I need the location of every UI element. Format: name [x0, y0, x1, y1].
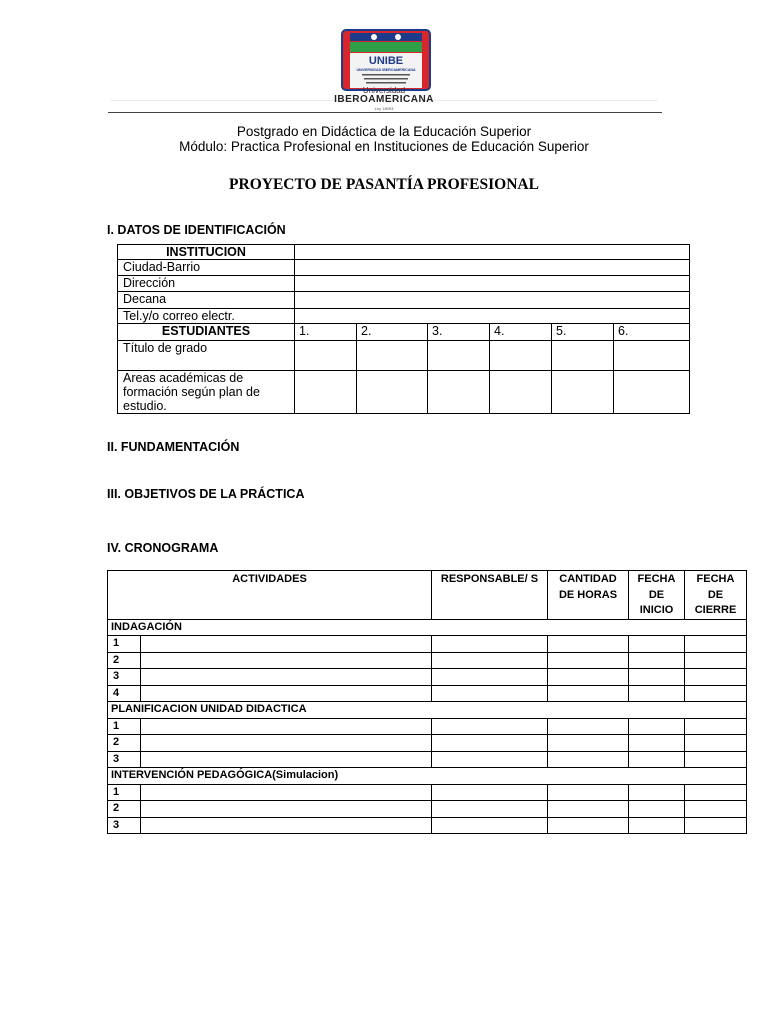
end-date-cell[interactable] — [685, 718, 747, 735]
activity-cell[interactable] — [141, 751, 432, 768]
group-title: INTERVENCIÓN PEDAGÓGICA(Simulacion) — [108, 768, 747, 785]
header-responsable: RESPONSABLE/ S — [432, 571, 548, 620]
field-ciudad[interactable] — [295, 260, 690, 276]
row-number: 3 — [108, 669, 141, 686]
end-date-cell[interactable] — [685, 751, 747, 768]
responsible-cell[interactable] — [432, 817, 548, 834]
hours-cell[interactable] — [548, 801, 629, 818]
start-date-cell[interactable] — [629, 801, 685, 818]
responsible-cell[interactable] — [432, 751, 548, 768]
hours-cell[interactable] — [548, 718, 629, 735]
start-date-cell[interactable] — [629, 636, 685, 653]
field-direccion[interactable] — [295, 276, 690, 292]
row-number: 1 — [108, 636, 141, 653]
activity-cell[interactable] — [141, 718, 432, 735]
header-actividades: ACTIVIDADES — [108, 571, 432, 620]
group-row — [108, 702, 747, 719]
group-row — [108, 768, 747, 785]
field-titulo[interactable] — [357, 341, 428, 371]
svg-text:UNIBE: UNIBE — [368, 55, 404, 67]
header-cierre: FECHA DE CIERRE — [685, 571, 747, 620]
table-row — [108, 751, 747, 768]
end-date-cell[interactable] — [685, 636, 747, 653]
label-titulo: Título de grado — [118, 341, 295, 371]
student-number: 5. — [552, 324, 614, 341]
responsible-cell[interactable] — [432, 685, 548, 702]
hours-cell[interactable] — [548, 636, 629, 653]
field-titulo[interactable] — [295, 341, 357, 371]
field-tel[interactable] — [295, 309, 690, 324]
activity-cell[interactable] — [141, 801, 432, 818]
activity-cell[interactable] — [141, 685, 432, 702]
university-name: IBEROAMERICANA — [334, 94, 434, 105]
label-estudiantes: ESTUDIANTES — [118, 324, 295, 341]
activity-cell[interactable] — [141, 735, 432, 752]
section-fundamentacion-heading: II. FUNDAMENTACIÓN — [107, 440, 240, 454]
field-titulo[interactable] — [552, 341, 614, 371]
start-date-cell[interactable] — [629, 735, 685, 752]
field-areas[interactable] — [552, 371, 614, 414]
hours-cell[interactable] — [548, 735, 629, 752]
hours-cell[interactable] — [548, 817, 629, 834]
label-areas: Areas académicas de formación según plan de estudio. — [118, 371, 295, 414]
unibe-logo — [340, 28, 432, 92]
program-title: Postgrado en Didáctica de la Educación Superior — [236, 124, 532, 139]
field-titulo[interactable] — [428, 341, 490, 371]
hours-cell[interactable] — [548, 751, 629, 768]
table-row — [108, 636, 747, 653]
table-row — [108, 801, 747, 818]
start-date-cell[interactable] — [629, 817, 685, 834]
responsible-cell[interactable] — [432, 652, 548, 669]
row-number: 3 — [108, 817, 141, 834]
start-date-cell[interactable] — [629, 652, 685, 669]
responsible-cell[interactable] — [432, 801, 548, 818]
field-areas[interactable] — [490, 371, 552, 414]
label-tel: Tel.y/o correo electr. — [118, 309, 295, 324]
field-areas[interactable] — [428, 371, 490, 414]
end-date-cell[interactable] — [685, 652, 747, 669]
student-number: 1. — [295, 324, 357, 341]
hours-cell[interactable] — [548, 669, 629, 686]
table-row — [108, 735, 747, 752]
activity-cell[interactable] — [141, 784, 432, 801]
schedule-table — [107, 570, 747, 834]
group-row — [108, 619, 747, 636]
table-row — [108, 817, 747, 834]
end-date-cell[interactable] — [685, 784, 747, 801]
table-row — [108, 652, 747, 669]
end-date-cell[interactable] — [685, 685, 747, 702]
field-areas[interactable] — [357, 371, 428, 414]
law-label: Ley 18093 — [374, 106, 394, 111]
row-number: 4 — [108, 685, 141, 702]
module-title: Módulo: Practica Profesional en Instituciones de Educación Superior — [179, 139, 589, 154]
end-date-cell[interactable] — [685, 801, 747, 818]
section-objetivos-heading: III. OBJETIVOS DE LA PRÁCTICA — [107, 487, 305, 501]
responsible-cell[interactable] — [432, 735, 548, 752]
section-identification-heading: I. DATOS DE IDENTIFICACIÓN — [107, 223, 286, 237]
start-date-cell[interactable] — [629, 685, 685, 702]
field-titulo[interactable] — [614, 341, 690, 371]
student-number: 6. — [614, 324, 690, 341]
identification-table — [117, 244, 690, 414]
document-title: PROYECTO DE PASANTÍA PROFESIONAL — [229, 176, 539, 193]
section-cronograma-heading: IV. CRONOGRAMA — [107, 541, 219, 555]
hours-cell[interactable] — [548, 652, 629, 669]
row-number: 2 — [108, 801, 141, 818]
table-row — [108, 718, 747, 735]
label-institucion: INSTITUCION — [118, 245, 295, 260]
row-number: 1 — [108, 784, 141, 801]
table-row — [108, 685, 747, 702]
field-decana[interactable] — [295, 292, 690, 309]
row-number: 3 — [108, 751, 141, 768]
hours-cell[interactable] — [548, 685, 629, 702]
start-date-cell[interactable] — [629, 718, 685, 735]
end-date-cell[interactable] — [685, 735, 747, 752]
header-inicio: FECHA DE INICIO — [629, 571, 685, 620]
table-row — [108, 669, 747, 686]
group-title: INDAGACIÓN — [108, 619, 747, 636]
label-direccion: Dirección — [118, 276, 295, 292]
svg-text:UNIVERSIDAD IBEROAMERICANA: UNIVERSIDAD IBEROAMERICANA — [356, 68, 416, 72]
student-number: 2. — [357, 324, 428, 341]
hours-cell[interactable] — [548, 784, 629, 801]
end-date-cell[interactable] — [685, 669, 747, 686]
row-number: 1 — [108, 718, 141, 735]
responsible-cell[interactable] — [432, 784, 548, 801]
row-number: 2 — [108, 735, 141, 752]
header-cantidad: CANTIDAD DE HORAS — [548, 571, 629, 620]
responsible-cell[interactable] — [432, 636, 548, 653]
row-number: 2 — [108, 652, 141, 669]
responsible-cell[interactable] — [432, 718, 548, 735]
header-rule — [108, 112, 662, 113]
start-date-cell[interactable] — [629, 669, 685, 686]
label-decana: Decana — [118, 292, 295, 309]
student-number: 3. — [428, 324, 490, 341]
group-title: PLANIFICACION UNIDAD DIDACTICA — [108, 702, 747, 719]
field-institucion[interactable] — [295, 245, 690, 260]
label-ciudad: Ciudad-Barrio — [118, 260, 295, 276]
responsible-cell[interactable] — [432, 669, 548, 686]
activity-cell[interactable] — [141, 636, 432, 653]
end-date-cell[interactable] — [685, 817, 747, 834]
start-date-cell[interactable] — [629, 751, 685, 768]
start-date-cell[interactable] — [629, 784, 685, 801]
table-row — [108, 784, 747, 801]
field-areas[interactable] — [614, 371, 690, 414]
university-small-label: Universidad — [362, 86, 406, 95]
field-areas[interactable] — [295, 371, 357, 414]
field-titulo[interactable] — [490, 341, 552, 371]
activity-cell[interactable] — [141, 817, 432, 834]
activity-cell[interactable] — [141, 652, 432, 669]
student-number: 4. — [490, 324, 552, 341]
activity-cell[interactable] — [141, 669, 432, 686]
